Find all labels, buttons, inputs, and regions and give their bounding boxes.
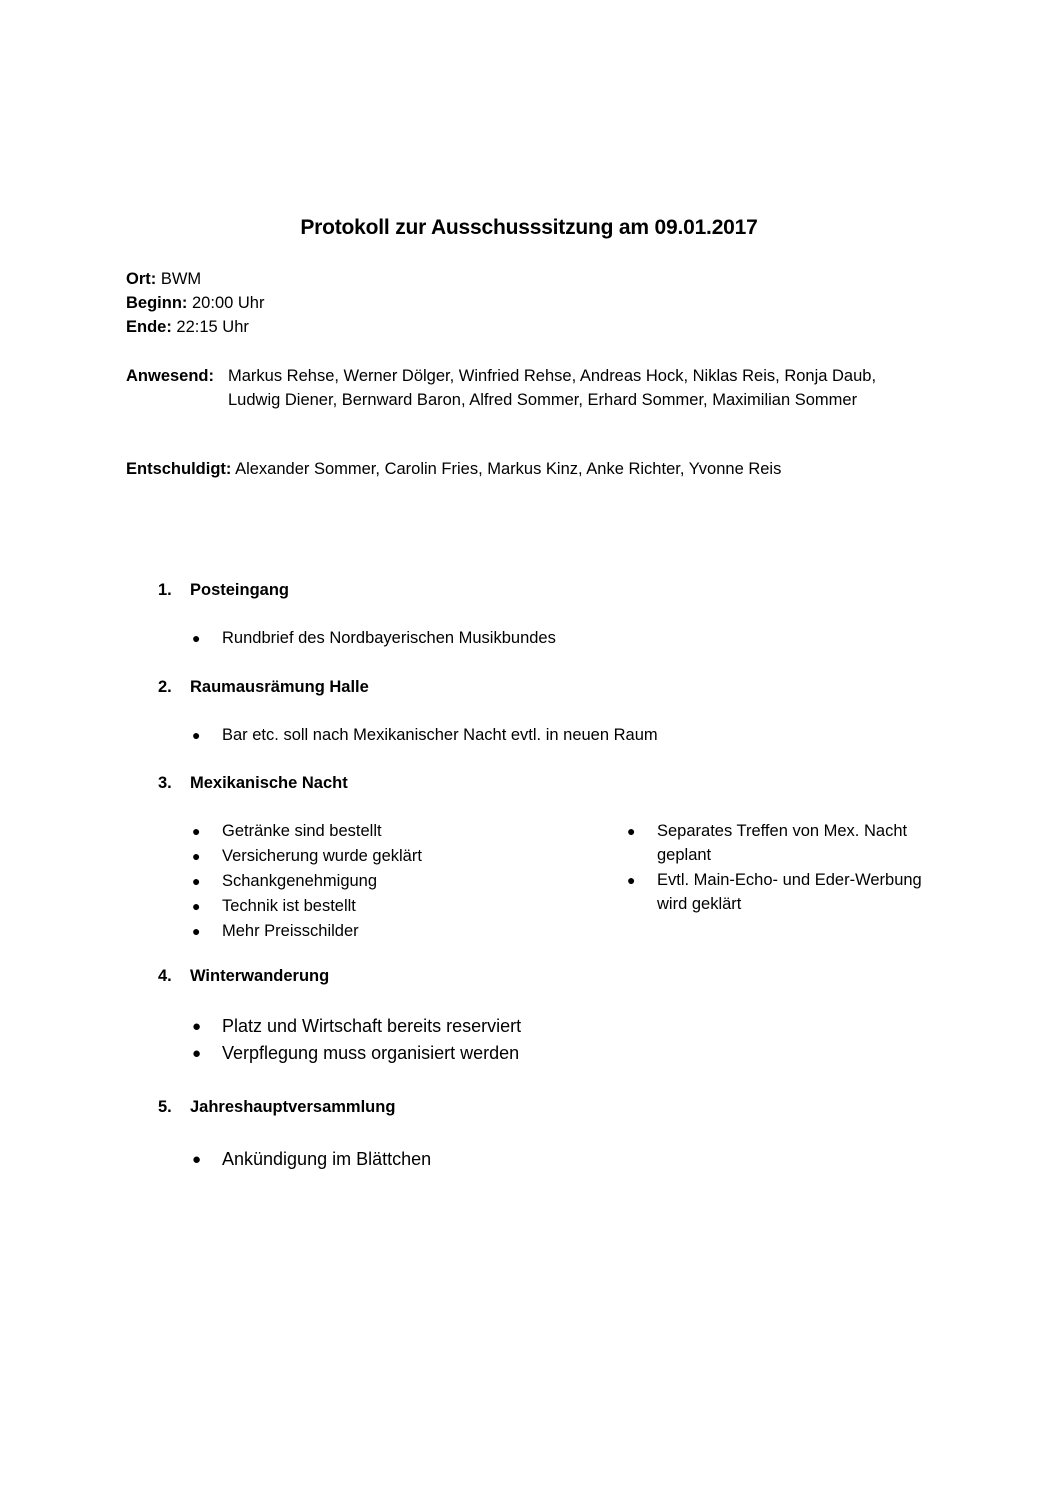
bullet-icon: ● (627, 823, 636, 839)
section-title: Mexikanische Nacht (190, 774, 348, 792)
list-item (192, 869, 378, 893)
excused-names: Alexander Sommer, Carolin Fries, Markus Kinz, Anke Richter, Yvonne Reis (231, 460, 782, 478)
list-item (627, 868, 947, 916)
section-title: Posteingang (190, 581, 290, 599)
end-value: 22:15 Uhr (171, 318, 249, 336)
list-item-text: Getränke sind bestellt (222, 822, 382, 840)
bullet-icon: ● (192, 823, 201, 839)
list-item-text: Platz und Wirtschaft bereits reserviert (222, 1016, 522, 1036)
bullet-icon: ● (192, 1151, 202, 1168)
bullet-icon: ● (192, 1018, 202, 1035)
list-item (192, 894, 356, 918)
section-title: Raumausrämung Halle (190, 678, 369, 696)
excused-label: Entschuldigt: (126, 460, 232, 478)
bullet-icon: ● (627, 872, 636, 888)
bullet-icon: ● (192, 923, 201, 939)
start-label: Beginn: (126, 294, 188, 312)
end-label: Ende: (126, 318, 172, 336)
location-label: Ort: (126, 270, 157, 288)
section-heading-5 (158, 1095, 395, 1119)
section-heading-1 (158, 578, 289, 602)
bullet-icon: ● (192, 873, 201, 889)
section-heading-2 (158, 675, 369, 699)
list-item-text: Schankgenehmigung (222, 872, 378, 890)
meta-start (126, 291, 264, 315)
bullet-icon: ● (192, 630, 201, 646)
list-item-text: Separates Treffen von Mex. Nacht geplant (657, 822, 908, 864)
meta-end (126, 315, 249, 339)
section-title: Jahreshauptversammlung (190, 1098, 396, 1116)
bullet-icon: ● (192, 1045, 202, 1062)
section-heading-3 (158, 771, 348, 795)
list-item-text: Evtl. Main-Echo- und Eder-Werbung wird geklärt (657, 871, 922, 913)
section-number: 5. (158, 1098, 172, 1116)
list-item-text: Mehr Preisschilder (222, 922, 359, 940)
bullet-icon: ● (192, 898, 201, 914)
section-number: 3. (158, 774, 172, 792)
meta-location (126, 267, 201, 291)
bullet-icon: ● (192, 727, 201, 743)
section-number: 2. (158, 678, 172, 696)
list-item (192, 844, 422, 868)
list-item-text: Ankündigung im Blättchen (222, 1149, 432, 1169)
bullet-icon: ● (192, 848, 201, 864)
list-item-text: Rundbrief des Nordbayerischen Musikbundes (222, 629, 556, 647)
section-number: 1. (158, 581, 172, 599)
list-item-text: Versicherung wurde geklärt (222, 847, 422, 865)
section-number: 4. (158, 967, 172, 985)
list-item (627, 819, 947, 867)
attendees-names: Markus Rehse, Werner Dölger, Winfried Rehse, Andreas Hock, Niklas Reis, Ronja Daub, Ludwig Diener, Bernward Baron, Alfred Sommer, Erhard Sommer, Maximilian Sommer (228, 367, 877, 409)
document-title: Protokoll zur Ausschusssitzung am 09.01.2017 (300, 216, 758, 239)
location-value: BWM (156, 270, 202, 288)
section-heading-4 (158, 964, 329, 988)
list-item-text: Verpflegung muss organisiert werden (222, 1043, 520, 1063)
excused-block (126, 457, 781, 481)
attendees-label: Anwesend: (126, 367, 215, 385)
start-value: 20:00 Uhr (187, 294, 265, 312)
list-item (192, 1013, 522, 1040)
list-item-text: Technik ist bestellt (222, 897, 356, 915)
list-item-text: Bar etc. soll nach Mexikanischer Nacht evtl. in neuen Raum (222, 726, 658, 744)
list-item (192, 626, 556, 650)
list-item (192, 1146, 432, 1173)
section-title: Winterwanderung (190, 967, 330, 985)
list-item (192, 819, 382, 843)
list-item (192, 919, 359, 943)
list-item (192, 1040, 520, 1067)
list-item (192, 723, 658, 747)
